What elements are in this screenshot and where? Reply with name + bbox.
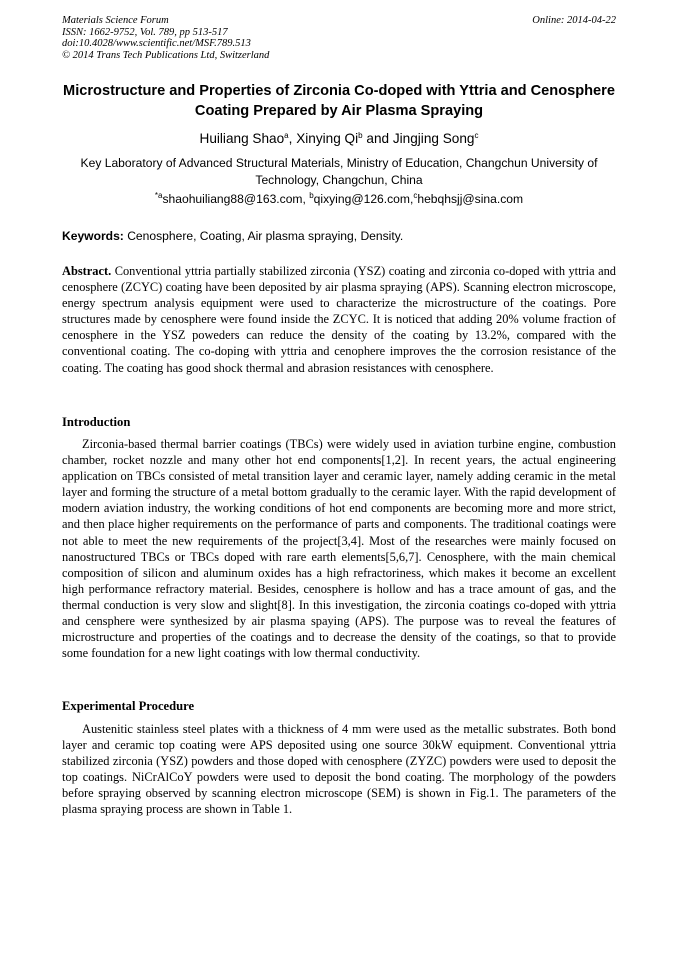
journal-name: Materials Science Forum: [62, 15, 169, 26]
author-superscript: b: [358, 131, 363, 140]
online-date: Online: 2014-04-22: [532, 15, 616, 26]
keywords-label: Keywords:: [62, 229, 124, 243]
section-heading-experimental: Experimental Procedure: [62, 699, 195, 713]
email-address[interactable]: hebqhsjj@sina.com: [417, 192, 524, 206]
author-name: Jingjing Song: [392, 131, 475, 146]
email-superscript: b: [309, 191, 314, 200]
author-separator: and: [362, 131, 393, 146]
doi-line: doi:10.4028/www.scientific.net/MSF.789.513: [62, 38, 251, 50]
affiliation: Key Laboratory of Advanced Structural Materials, Ministry of Education, Changchun University of Technology, Changchun, China: [80, 156, 598, 187]
abstract-label: Abstract.: [62, 264, 112, 278]
email-address[interactable]: shaohuiliang88@163.com,: [162, 192, 310, 206]
email-address[interactable]: qixying@126.com,: [313, 192, 414, 206]
experimental-paragraph: Austenitic stainless steel plates with a thickness of 4 mm were used as the metallic substrates. Both bond layer and ceramic top coating were APS deposited using one source 30kW equipment. Conventional yttria stabilized zirconia (YSZ) powders and those doped with cenosphere (ZYZC) powders were used to deposit the top coatings. NiCrAlCoY powders were used to deposit the bond coating. The morphology of the powders before spraying observed by scanning electron microscope (SEM) is shown in Fig.1. The parameters of the plasma spraying process are shown in Table 1.: [62, 722, 616, 817]
issn-line: ISSN: 1662-9752, Vol. 789, pp 513-517: [62, 26, 228, 38]
keywords: [62, 228, 616, 244]
author-separator: ,: [288, 131, 297, 146]
abstract-text: Conventional yttria partially stabilized zirconia (YSZ) coating and zirconia co-doped with yttria and cenosphere (ZCYC) coating have been deposited by air plasma spraying (APS). Scanning electron microscope, energy spectrum analysis equipment were used to characterize the microstructure of the coatings. Pore structures made by cenosphere were found inside the ZCYC. It is noticed that adding 20% volume fraction of cenosphere in the YSZ poweders can reduce the density of the coating by 13.2%, compared with the conventional coating. The co-doping with yttria and cenophere improves the the corrosion resistance of the coating. The coating has good shock thermal and abrasion resistances with cenosphere.: [62, 264, 616, 375]
author-list: [62, 130, 616, 148]
abstract: [62, 263, 616, 376]
email-list: [62, 191, 616, 208]
author-superscript: c: [474, 131, 479, 140]
email-superscript: *a: [154, 191, 163, 200]
email-superscript: c: [413, 191, 418, 200]
copyright-line: © 2014 Trans Tech Publications Ltd, Switzerland: [62, 49, 270, 61]
keywords-text: Cenosphere, Coating, Air plasma spraying, Density.: [123, 229, 404, 243]
author-superscript: a: [284, 131, 289, 140]
author-name: Huiliang Shao: [199, 131, 285, 146]
author-name: Xinying Qi: [296, 131, 359, 146]
paper-title: Microstructure and Properties of Zirconia Co-doped with Yttria and Cenosphere Coating Prepared by Air Plasma Spraying: [63, 83, 615, 119]
journal-header: [62, 15, 616, 61]
section-heading-introduction: Introduction: [62, 415, 131, 429]
introduction-paragraph: Zirconia-based thermal barrier coatings (TBCs) were widely used in aviation turbine engine, combustion chamber, rocket nozzle and many other hot end components[1,2]. In recent years, the actual engineering application on TBCs consisted of metal transition layer and ceramic layer, namely adding ceramic in the metal layer and forming the structure of a metal bottom gradually to the ceramic layer. With the rapid development of modern aviation industry, the working conditions of hot end components are becoming more and more strict, and then place higher requirements on the performance of parts and components. The traditional coatings were not able to meet the new requirements of the project[3,4]. Most of the researches were mainly focused on nanostructured TBCs or TBCs doped with rare earth elements[5,6,7]. Cenosphere, with the main chemical composition of silicon and aluminum oxides has a high refractoriness, which makes it become an excellent high performance refractory material. Besides, cenosphere is hollow and has a trace amount of gas, and the thermal conduction is very slow and slight[8]. In this investigation, the zirconia coatings co-doped with yttria and censphere were synthesized by air plasma spaying (APS). The purpose was to reveal the features of microstructure and properties of the coatings and to decrease the density of the coatings, so that to provide some foundation for a new light coatings with low thermal conductivity.: [62, 437, 616, 661]
